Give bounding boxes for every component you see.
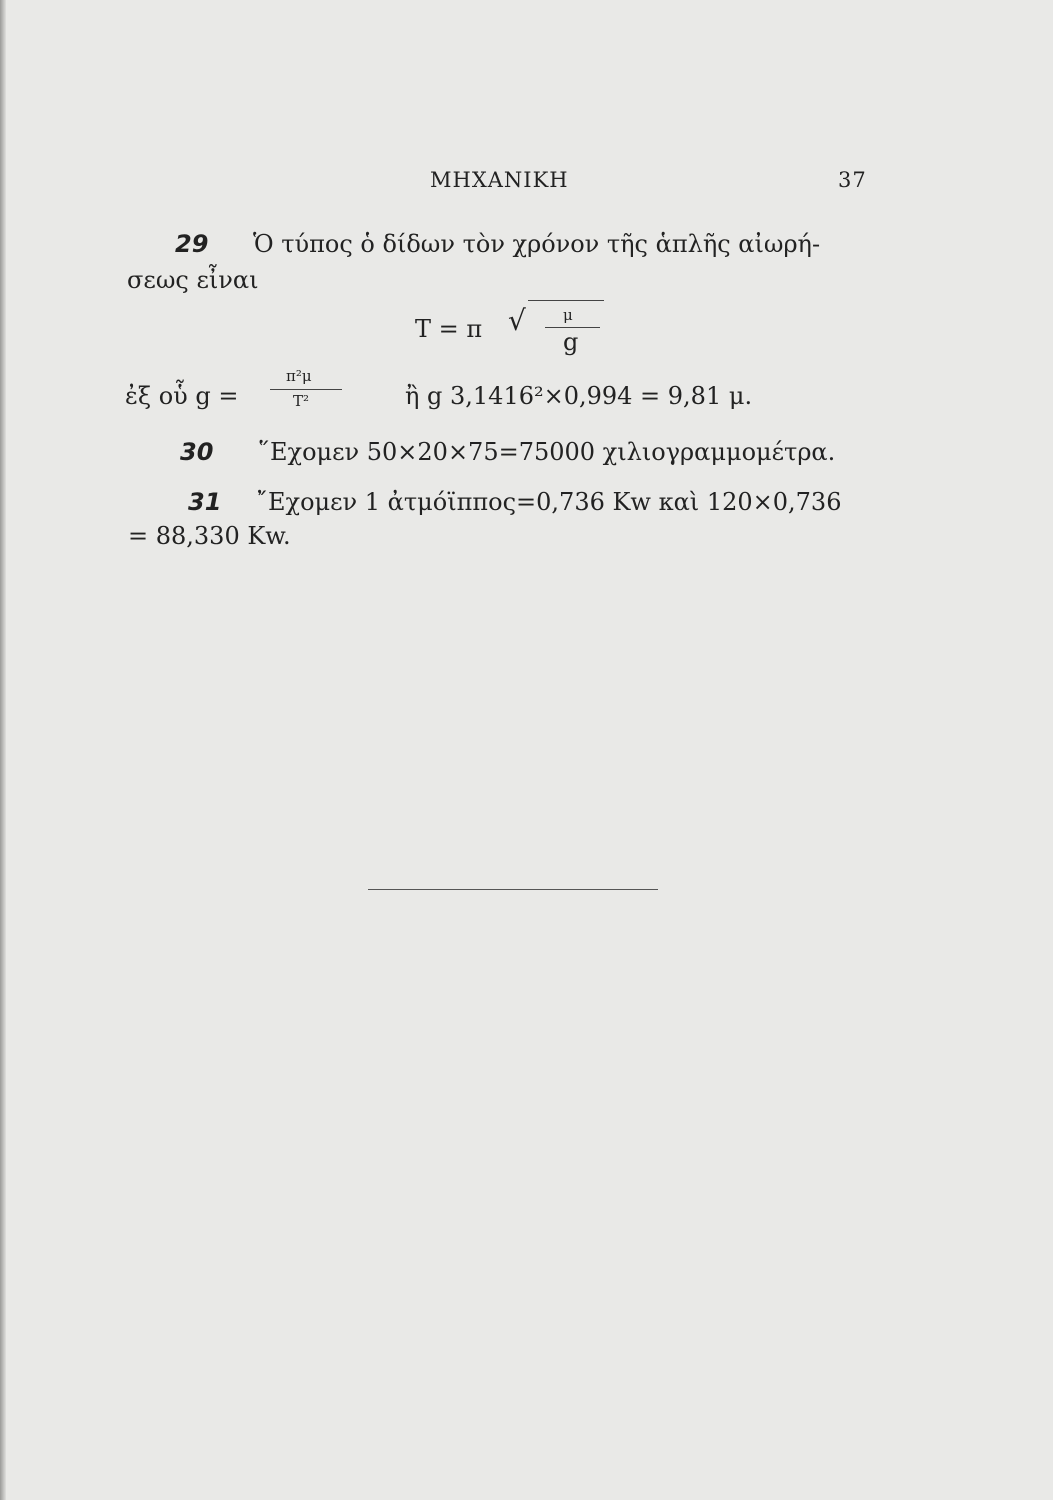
formula-denominator: g — [563, 328, 579, 356]
item-31-line-1: ῎Εχομεν 1 ἀτμόϊππος=0,736 Kw καὶ 120×0,736 — [256, 488, 842, 516]
end-rule — [368, 889, 658, 890]
running-head: ΜΗΧΑΝΙΚΗ — [430, 168, 569, 192]
derived-denominator: T² — [293, 392, 310, 410]
sqrt-bar — [528, 300, 604, 301]
formula-lhs: T = π — [415, 315, 483, 343]
derived-numerator: π²μ — [286, 367, 312, 385]
sqrt-icon: √ — [508, 304, 526, 337]
item-number-31: 31 — [188, 488, 222, 516]
formula-numerator: μ — [563, 306, 573, 324]
derived-prefix: ἐξ οὗ g = — [125, 382, 239, 410]
derived-result: ἢ g 3,1416²×0,994 = 9,81 μ. — [405, 382, 753, 410]
item-31-line-2: = 88,330 Kw. — [128, 522, 291, 550]
page-number: 37 — [838, 168, 867, 192]
item-29-line-1: Ὁ τύπος ὁ δίδων τὸν χρόνον τῆς ἁπλῆς αἰωρή- — [253, 230, 821, 258]
item-number-29: 29 — [175, 230, 209, 258]
item-number-30: 30 — [180, 438, 214, 466]
item-29-line-2: σεως εἶναι — [127, 266, 259, 294]
derived-fraction-line — [270, 389, 342, 390]
item-30-line-1: ῞Εχομεν 50×20×75=75000 χιλιογραμμομέτρα. — [258, 438, 836, 466]
page-edge — [0, 0, 6, 1500]
